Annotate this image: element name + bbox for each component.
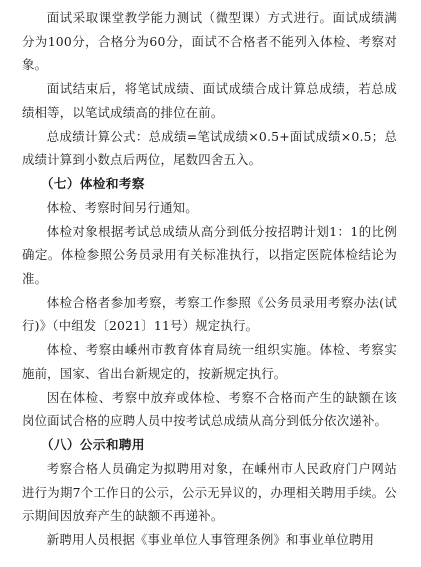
section-heading-physical-exam: （七）体检和考察	[40, 175, 145, 191]
paragraph-score-combination: 面试结束后，将笔试成绩、面试成绩合成计算总成绩，若总成绩相等，以笔试成绩高的排位在前。	[22, 81, 397, 120]
paragraph-interview-method: 面试采取课堂教学能力测试（微型课）方式进行。面试成绩满分为100分，合格分为60分，面试不合格者不能列入体检、考察对象。	[22, 10, 397, 73]
paragraph-organization: 体检、考察由嵊州市教育体育局统一组织实施。体检、考察实施前，国家、省出台新规定的，按新规定执行。	[22, 342, 397, 381]
paragraph-exam-time: 体检、考察时间另行通知。	[46, 199, 198, 215]
paragraph-vacancy-fill: 因在体检、考察中放弃或体检、考察不合格而产生的缺额在该岗位面试合格的应聘人员中按考试总成绩从高分到低分依次递补。	[22, 389, 397, 429]
section-heading-publicity-hiring: （八）公示和聘用	[40, 436, 145, 452]
paragraph-new-hires: 新聘用人员根据《事业单位人事管理条例》和事业单位聘用	[46, 532, 375, 548]
paragraph-publicity: 考察合格人员确定为拟聘用对象，在嵊州市人民政府门户网站进行为期7个工作日的公示，公示无异议的，办理相关聘用手续。公示期间因放弃产生的缺额不再递补。	[22, 460, 397, 524]
paragraph-inspection-rules: 体检合格者参加考察，考察工作参照《公务员录用考察办法(试行)》（中组发〔2021〕11号）规定执行。	[22, 294, 397, 334]
paragraph-score-formula: 总成绩计算公式：总成绩=笔试成绩×0.5+面试成绩×0.5；总成绩计算到小数点后两位，尾数四舍五入。	[22, 128, 397, 168]
paragraph-exam-selection: 体检对象根据考试总成绩从高分到低分按招聘计划1：1的比例确定。体检参照公务员录用有关标准执行，以指定医院体检结论为准。	[22, 223, 397, 287]
